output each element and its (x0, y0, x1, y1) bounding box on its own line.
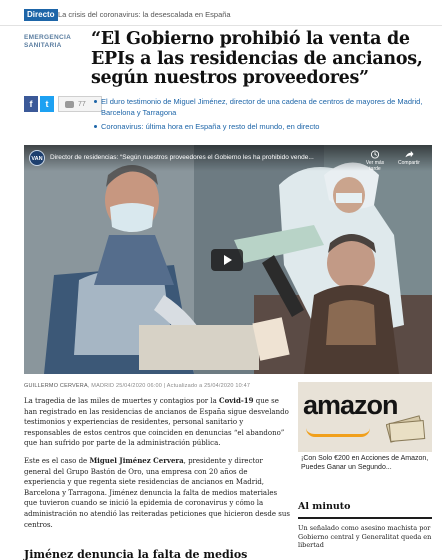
paragraph-bold-text: Covid-19 (219, 396, 254, 405)
paragraph-text: , presidente y director general del Grupo Bastón de Oro, una empresa con 20 años de experiencia y que regenta siete residencias de ancianos en Madrid, Barcelona y Tarragona. Jiménez denuncia la falta de medios materiales que tuvieron cuando se inició la epidemia de coronavirus y cómo la administración no atendió las reiteradas peticiones que hicieron desde sus centros. (24, 456, 290, 529)
watch-later-button[interactable] (360, 150, 390, 172)
video-title[interactable]: Director de residencias: “Según nuestros proveedores el Gobierno les ha prohibido vende... (50, 154, 314, 161)
article-byline: GUILLERMO CERVERA, MADRID 25/04/2020 06:00 | Actualizado a 25/04/2020 10:47 (24, 383, 251, 389)
ad-text[interactable]: ¡Con Solo €200 en Acciones de Amazon, Puedes Ganar un Segundo... (301, 455, 429, 471)
top-news-bar (0, 0, 442, 26)
byline-updated: 25/04/2020 10:47 (204, 383, 251, 389)
al-minuto-item[interactable]: Un señalado como asesino machista por Gobierno central y Generalitat queda en libertad (298, 524, 432, 549)
article-subheading: Jiménez denuncia la falta de medios (24, 548, 248, 560)
ad-image (298, 382, 432, 452)
related-link[interactable]: Coronavirus: última hora en España y resto del mundo, en directo (93, 122, 433, 133)
video-share-label: Compartir (398, 160, 420, 166)
live-badge[interactable]: Directo (24, 9, 58, 21)
comment-count: 77 (78, 101, 86, 108)
paragraph-bold-text: Miguel Jiménez Cervera (89, 455, 184, 465)
article-headline: “El Gobierno prohibió la venta de EPIs a las residencias de ancianos, según nuestros proveedores” (91, 29, 423, 88)
sponsored-ad[interactable] (298, 382, 432, 492)
paragraph-text: Este es el caso de (24, 456, 90, 465)
comment-icon (65, 101, 74, 108)
article-paragraph (24, 396, 290, 449)
paragraph-text: La tragedia de las miles de muertes y contagios por la (24, 397, 219, 405)
paragraph-text: que se han registrado en las residencias de ancianos de España sigue desvelando testimonios y experiencias de residentes, personal sanitario y responsables de estos centros que coinciden en denuncias “el abandono” que han sufrido por parte de la administración pública. (24, 397, 289, 448)
channel-logo[interactable]: VAN (29, 150, 45, 166)
amazon-smile-icon (306, 428, 370, 437)
article-paragraph (24, 456, 290, 530)
video-player[interactable] (24, 145, 432, 374)
related-link[interactable]: El duro testimonio de Miguel Jiménez, director de una cadena de centros de mayores de Madrid, Barcelona y Tarragona (93, 97, 433, 118)
share-arrow-icon (404, 150, 414, 159)
play-icon (224, 255, 232, 265)
section-tag[interactable]: EMERGENCIA SANITARIA (24, 34, 71, 49)
banknotes-icon (386, 414, 426, 444)
facebook-share-button[interactable]: f (24, 96, 38, 112)
al-minuto-widget (298, 501, 432, 550)
top-news-link[interactable]: La crisis del coronavirus: la desescalada en España (58, 10, 231, 19)
clock-icon (370, 150, 380, 159)
watch-later-label: Ver más tarde (365, 160, 385, 172)
article-body (24, 396, 290, 537)
byline-published: 25/04/2020 06:00 (115, 383, 162, 389)
byline-updated-prefix: Actualizado a (166, 383, 203, 389)
al-minuto-title[interactable]: Al minuto (298, 501, 432, 519)
video-share-button[interactable] (394, 150, 424, 166)
video-header (24, 145, 432, 171)
related-links (93, 97, 433, 133)
ad-brand-word: amazon (303, 390, 398, 420)
byline-location: MADRID (91, 383, 115, 389)
byline-author[interactable]: GUILLERMO CERVERA (24, 383, 88, 389)
play-button[interactable] (211, 249, 243, 271)
twitter-share-button[interactable]: t (40, 96, 54, 112)
